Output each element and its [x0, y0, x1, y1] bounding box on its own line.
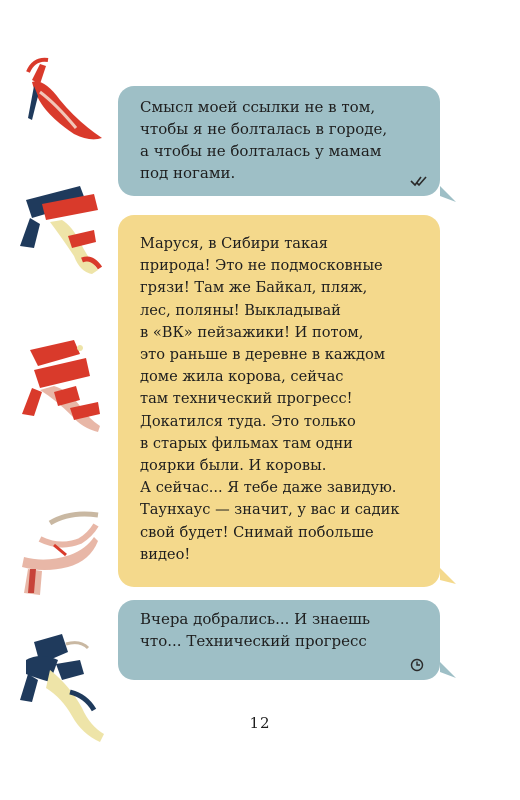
red-strappy-sandal-illustration: [10, 330, 110, 440]
message-bubble-incoming: [118, 215, 440, 587]
bubble-tail: [440, 568, 458, 586]
clock-icon: [410, 658, 424, 672]
beige-block-sandal-illustration: [10, 505, 110, 605]
message-text: Маруся, в Сибири такая природа! Это не подмосковные грязи! Там же Байкал, пляж, лес, поляны! Выкладывай в «ВК» пейзажики! И потом, это раньше в деревне в каждом доме жила корова, сейчас там технический прогресс! Докатился туда. Это только в старых фильмах там одни доярки были. И коровы. А сейчас... Я тебе даже завидую. Таунхаус — значит, у вас и садик свой будет! Снимай побольше видео!: [140, 235, 400, 563]
bubble-tail: [440, 662, 458, 680]
message-bubble-outgoing: [118, 600, 440, 680]
message-text: Вчера добрались... И знаешь что... Технический прогресс: [140, 610, 371, 650]
page-number: 12: [249, 714, 271, 732]
red-slingback-shoe-illustration: [10, 52, 110, 144]
message-text: Смысл моей ссылки не в том, чтобы я не болталась в городе, а чтобы не болталась у мамам под ногами.: [140, 98, 388, 182]
message-bubble-outgoing: [118, 86, 440, 196]
double-check-icon: [410, 174, 428, 188]
navy-cream-heel-illustration: [10, 630, 110, 750]
navy-red-sandal-illustration: [10, 176, 110, 284]
bubble-tail: [440, 186, 458, 204]
